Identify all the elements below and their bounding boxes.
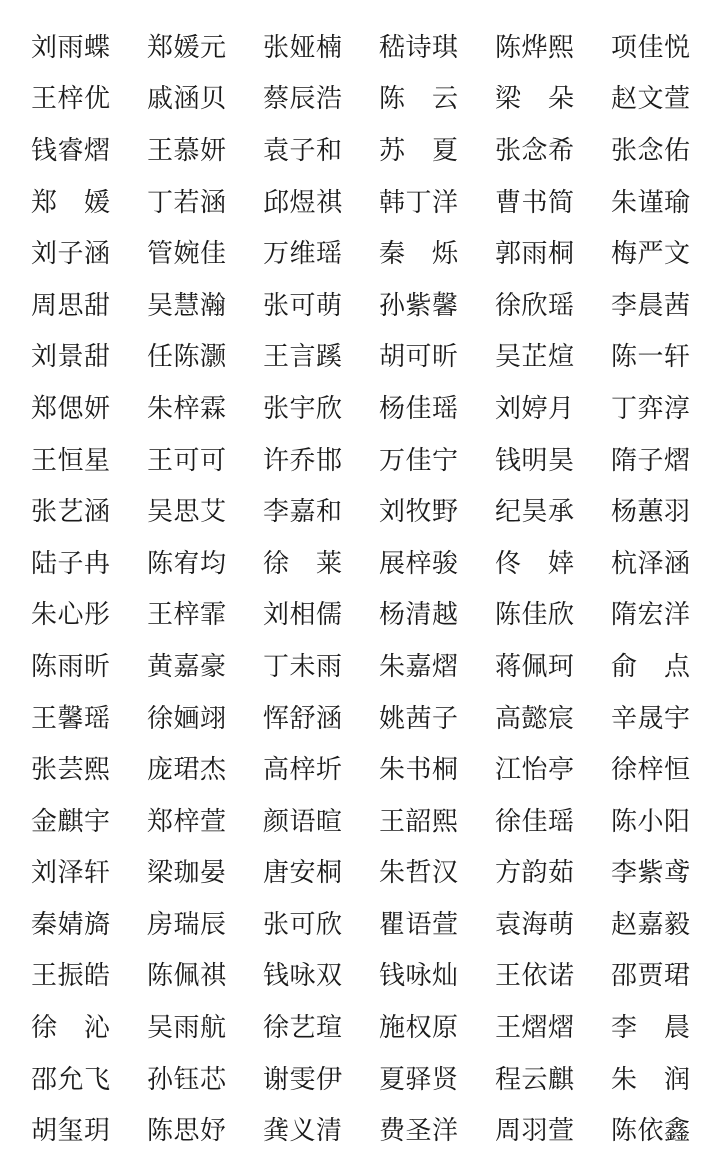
name-cell: 梅严文 [611,239,691,270]
name-cell: 朱书桐 [379,755,459,786]
name-cell: 钱明昊 [495,445,575,476]
name-cell: 徐艺瑄 [263,1013,343,1044]
name-cell: 郑偲妍 [31,393,111,424]
name-cell: 陈依鑫 [611,1116,691,1147]
name-cell: 管婉佳 [147,239,227,270]
name-cell: 刘泽轩 [31,858,111,889]
name-cell: 韩丁洋 [379,187,459,218]
name-cell: 张念佑 [611,135,691,166]
name-cell: 钱咏灿 [379,961,459,992]
name-cell: 刘雨蝶 [31,32,111,63]
name-cell: 张可萌 [263,290,343,321]
name-cell: 纪昊承 [495,497,575,528]
name-cell: 梁 朵 [495,84,575,115]
name-cell: 朱 润 [611,1064,691,1095]
name-cell: 徐梓恒 [611,755,691,786]
name-cell: 秦 烁 [379,239,459,270]
name-cell: 戚涵贝 [147,84,227,115]
name-cell: 刘牧野 [379,497,459,528]
name-cell: 张娅楠 [263,32,343,63]
name-cell: 赵文萱 [611,84,691,115]
name-cell: 陈佳欣 [495,600,575,631]
name-cell: 吴慧瀚 [147,290,227,321]
name-cell: 陈思妤 [147,1116,227,1147]
name-cell: 龚义清 [263,1116,343,1147]
name-cell: 杭泽涵 [611,548,691,579]
name-cell: 丁未雨 [263,651,343,682]
name-cell: 张念希 [495,135,575,166]
name-cell: 胡可昕 [379,342,459,373]
name-cell: 施权原 [379,1013,459,1044]
name-cell: 丁若涵 [147,187,227,218]
name-cell: 夏驿贤 [379,1064,459,1095]
name-cell: 吴雨航 [147,1013,227,1044]
name-cell: 方韵茹 [495,858,575,889]
name-cell: 陈佩祺 [147,961,227,992]
name-cell: 杨蕙羽 [611,497,691,528]
name-cell: 刘景甜 [31,342,111,373]
name-cell: 徐 莱 [263,548,343,579]
name-cell: 周羽萱 [495,1116,575,1147]
name-cell: 许乔邯 [263,445,343,476]
name-cell: 万佳宁 [379,445,459,476]
name-cell: 李紫鸢 [611,858,691,889]
name-cell: 徐 沁 [31,1013,111,1044]
name-cell: 隋宏洋 [611,600,691,631]
name-cell: 曹书简 [495,187,575,218]
name-cell: 陈宥均 [147,548,227,579]
name-cell: 高懿宸 [495,703,575,734]
name-cell: 郑梓萱 [147,806,227,837]
name-cell: 周思甜 [31,290,111,321]
name-cell: 孙钰芯 [147,1064,227,1095]
name-cell: 朱哲汉 [379,858,459,889]
name-cell: 万维瑶 [263,239,343,270]
name-cell: 郭雨桐 [495,239,575,270]
name-cell: 项佳悦 [611,32,691,63]
name-cell: 徐婳翊 [147,703,227,734]
name-cell: 朱梓霖 [147,393,227,424]
name-cell: 恽舒涵 [263,703,343,734]
name-cell: 王熠熠 [495,1013,575,1044]
name-cell: 蔡辰浩 [263,84,343,115]
name-cell: 杨清越 [379,600,459,631]
name-cell: 谢雯伊 [263,1064,343,1095]
name-cell: 任陈灏 [147,342,227,373]
name-cell: 陈 云 [379,84,459,115]
name-cell: 李嘉和 [263,497,343,528]
name-cell: 朱谨瑜 [611,187,691,218]
name-cell: 费圣洋 [379,1116,459,1147]
name-cell: 杨佳瑶 [379,393,459,424]
name-cell: 陈烨熙 [495,32,575,63]
name-cell: 王梓优 [31,84,111,115]
name-cell: 赵嘉毅 [611,909,691,940]
name-cell: 丁弈淳 [611,393,691,424]
name-cell: 徐佳瑶 [495,806,575,837]
name-cell: 陈一轩 [611,342,691,373]
name-cell: 王韶熙 [379,806,459,837]
name-cell: 王言蹊 [263,342,343,373]
name-cell: 郑 媛 [31,187,111,218]
name-cell: 梁珈晏 [147,858,227,889]
name-cell: 庞珺杰 [147,755,227,786]
name-cell: 邵允飞 [31,1064,111,1095]
name-cell: 邵贾珺 [611,961,691,992]
name-cell: 刘相儒 [263,600,343,631]
name-cell: 张可欣 [263,909,343,940]
name-cell: 房瑞辰 [147,909,227,940]
name-cell: 吴思艾 [147,497,227,528]
name-cell: 黄嘉豪 [147,651,227,682]
name-cell: 陈小阳 [611,806,691,837]
name-cell: 王馨瑶 [31,703,111,734]
name-cell: 王振皓 [31,961,111,992]
name-cell: 刘婷月 [495,393,575,424]
name-cell: 钱睿熠 [31,135,111,166]
name-cell: 王依诺 [495,961,575,992]
name-cell: 邱煜祺 [263,187,343,218]
name-cell: 袁海萌 [495,909,575,940]
name-cell: 瞿语萱 [379,909,459,940]
name-cell: 秦婧旖 [31,909,111,940]
name-cell: 辛晟宇 [611,703,691,734]
name-cell: 隋子熠 [611,445,691,476]
name-cell: 张芸熙 [31,755,111,786]
name-cell: 钱咏双 [263,961,343,992]
name-cell: 李 晨 [611,1013,691,1044]
name-cell: 展梓骏 [379,548,459,579]
name-cell: 唐安桐 [263,858,343,889]
name-cell: 江怡亭 [495,755,575,786]
name-cell: 张宇欣 [263,393,343,424]
name-cell: 嵇诗琪 [379,32,459,63]
name-cell: 王恒星 [31,445,111,476]
name-cell: 朱心彤 [31,600,111,631]
name-grid [31,22,703,1157]
name-cell: 朱嘉熠 [379,651,459,682]
name-cell: 高梓圻 [263,755,343,786]
name-cell: 金麒宇 [31,806,111,837]
name-cell: 程云麒 [495,1064,575,1095]
name-cell: 蒋佩珂 [495,651,575,682]
name-cell: 颜语暄 [263,806,343,837]
name-cell: 刘子涵 [31,239,111,270]
name-cell: 郑媛元 [147,32,227,63]
name-cell: 王慕妍 [147,135,227,166]
name-cell: 王梓霏 [147,600,227,631]
name-cell: 俞 点 [611,651,691,682]
name-cell: 姚茜子 [379,703,459,734]
name-cell: 徐欣瑶 [495,290,575,321]
name-cell: 吴芷煊 [495,342,575,373]
name-cell: 李晨茜 [611,290,691,321]
name-cell: 张艺涵 [31,497,111,528]
name-cell: 佟 婞 [495,548,575,579]
name-cell: 孙紫馨 [379,290,459,321]
name-cell: 苏 夏 [379,135,459,166]
name-cell: 陈雨昕 [31,651,111,682]
name-cell: 袁子和 [263,135,343,166]
name-cell: 王可可 [147,445,227,476]
name-cell: 胡玺玥 [31,1116,111,1147]
name-cell: 陆子冉 [31,548,111,579]
